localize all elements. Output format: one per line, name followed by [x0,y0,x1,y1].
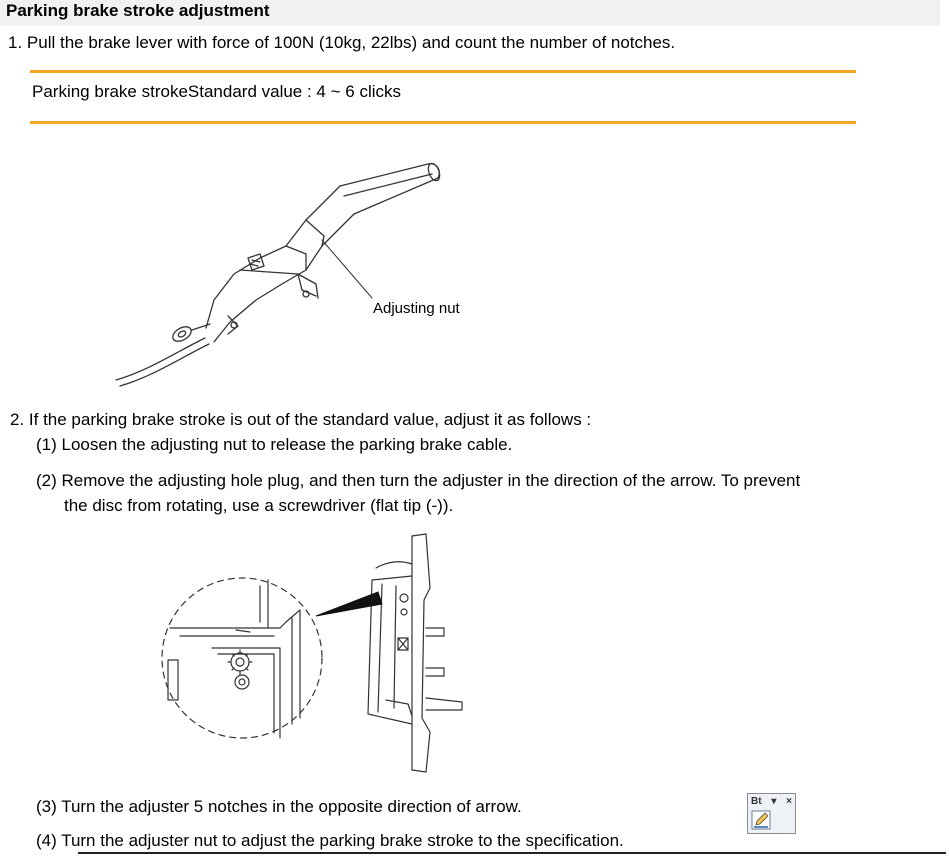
spec-bottom-rule [30,121,856,124]
substep-4-text: (4) Turn the adjuster nut to adjust the parking brake stroke to the specification. [36,831,624,850]
adjusting-nut-label: Adjusting nut [373,300,460,317]
floating-toolbar-header [748,794,795,808]
spec-top-rule [30,70,856,73]
toolbar-menu-icon[interactable]: ▾ [771,795,777,807]
edit-pencil-icon[interactable] [751,810,771,830]
toolbar-close-icon[interactable]: × [786,795,792,807]
step-2-text: 2. If the parking brake stroke is out of the standard value, adjust it as follows : [10,410,592,429]
step-1-text: 1. Pull the brake lever with force of 100N (10kg, 22lbs) and count the number of notches. [8,33,676,52]
heading-bar [0,0,940,26]
substep-2-text-line2: the disc from rotating, use a screwdriver (flat tip (-)). [64,496,454,515]
substep-3-text: (3) Turn the adjuster 5 notches in the opposite direction of arrow. [36,797,522,816]
substep-1-text: (1) Loosen the adjusting nut to release the parking brake cable. [36,435,513,454]
brake-lever-figure [110,150,490,390]
page-title: Parking brake stroke adjustment [6,1,270,20]
brake-adjuster-figure [150,528,510,778]
toolbar-label: Bt [751,795,762,807]
substep-2-text-line1: (2) Remove the adjusting hole plug, and then turn the adjuster in the direction of the arrow. To prevent [36,471,801,490]
floating-toolbar[interactable] [747,793,796,834]
spec-standard-value: Parking brake strokeStandard value : 4 ~ 6 clicks [32,82,401,101]
bottom-rule [78,852,946,854]
